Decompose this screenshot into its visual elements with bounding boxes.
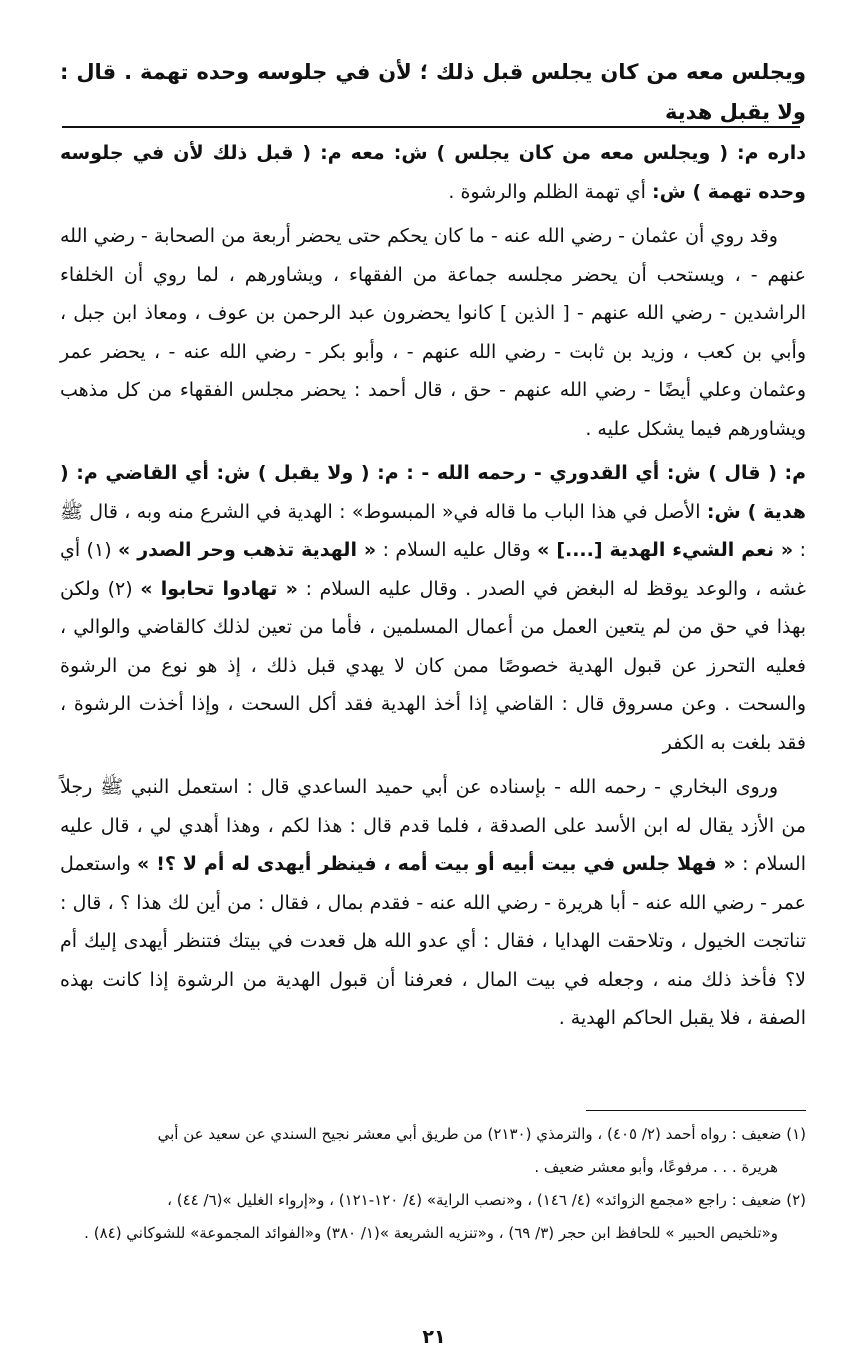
hadith-quote: « فهلا جلس في بيت أبيه أو بيت أمه ، فينظر أيهدى له أم لا ؟! » bbox=[137, 853, 736, 875]
footnote-text: (٢) ضعيف : راجع «مجمع الزوائد» (٤/ ١٤٦) ، و«نصب الراية» (٤/ ١٢٠-١٢١) ، و«إرواء الغليل »(٦/ ٤٤) ، bbox=[167, 1191, 806, 1209]
commentary-lead: داره م: ( ويجلس معه من كان يجلس ) ش: معه م: ( قبل ذلك لأن في جلوسه وحده تهمة ) ش: bbox=[60, 142, 806, 203]
footnote-2 bbox=[60, 1184, 806, 1250]
commentary-text: أي غشه ، والوعد يوقظ له البغض في الصدر . وقال عليه السلام : bbox=[60, 539, 806, 600]
commentary-text: أي تهمة الظلم والرشوة . bbox=[448, 180, 646, 203]
footnote-marker: (١) bbox=[80, 539, 112, 561]
footnote-1 bbox=[60, 1118, 806, 1184]
commentary-body bbox=[60, 134, 806, 1044]
footnote-divider bbox=[586, 1110, 806, 1111]
page-number: ٢١ bbox=[422, 1326, 446, 1348]
footnotes bbox=[60, 1118, 806, 1250]
commentary-paragraph-1 bbox=[60, 134, 806, 211]
commentary-text: الأصل في هذا الباب ما قاله في« المبسوط» : الهدية في الشرع منه وبه ، قال ﷺ : bbox=[60, 500, 806, 561]
commentary-paragraph-2: وقد روي أن عثمان - رضي الله عنه - ما كان يحكم حتى يحضر أربعة من الصحابة - رضي الله عنهم - ، ويستحب أن يحضر مجلسه جماعة من الفقهاء ، ويشاورهم ، لما روي أن الخلفاء الراشدين - رضي الله عنهم - [ الذين ] كانوا يحضرون عبد الرحمن بن عوف ، ومعاذ ابن جبل ، وأبي بن كعب ، وزيد بن ثابت - رضي الله عنهم - ، وأبو بكر - رضي الله عنه - ، يحضر عمر وعثمان وعلي أيضًا - رضي الله عنهم - حق ، قال أحمد : يحضر مجلس الفقهاء من كل مذهب ويشاورهم فيما يشكل عليه . bbox=[60, 225, 806, 440]
header-divider bbox=[62, 126, 800, 128]
commentary-lead: م: ( قال ) ش: أي القدوري - رحمه الله - : م: ( ولا يقبل ) ش: أي القاضي م: ( هدية ) ش: bbox=[60, 462, 806, 523]
commentary-text: ولكن بهذا في حق من لم يتعين العمل من أعمال المسلمين ، فأما من تعين لذلك كالقاضي والوالي ، فعليه التحرز عن قبول الهدية خصوصًا ممن كان لا يهدي قبل ذلك ، إذ هو نوع من الرشوة والسحت . وعن مسروق قال : القاضي إذا أخذ الهدية فقد أكل السحت ، وإذا أخذت الرشوة ، فقد بلغت به الكفر bbox=[60, 577, 806, 754]
hadith-quote: « الهدية تذهب وحر الصدر » bbox=[118, 539, 377, 561]
commentary-text: وقال عليه السلام : bbox=[376, 539, 531, 561]
commentary-text: وروى البخاري - رحمه الله - بإسناده عن أبي حميد الساعدي قال : استعمل النبي ﷺ رجلاً من الأزد يقال له ابن الأسد على الصدقة ، فلما قدم قال : هذا لكم ، وهذا أهدي لي ، قال عليه السلام : bbox=[60, 776, 806, 875]
footnote-text: (١) ضعيف : رواه أحمد (٢/ ٤٠٥) ، والترمذي (٢١٣٠) من طريق أبي معشر نجيح السندي عن سعيد عن أبي bbox=[157, 1125, 806, 1143]
commentary-text: واستعمل عمر - رضي الله عنه - أبا هريرة - رضي الله عنه - فقدم بمال ، فقال : من أين لك هذا ؟ ، قال : تناتجت الخيول ، وتلاحقت الهدايا ، فقال : أي عدو الله هل قعدت في بيتك فتنظر أيهدى إليك أم لا؟ فأخذ ذلك منه ، وجعله في بيت المال ، فعرفنا أن قبول الهدية من الرشوة إذا كانت بهذه الصفة ، فلا يقبل الحاكم الهدية . bbox=[60, 853, 806, 1029]
footnote-marker: (٢) bbox=[99, 577, 133, 600]
hadith-quote: « نعم الشيء الهدية [....] » bbox=[537, 539, 794, 561]
footnote-text: هريرة . . . مرفوعًا، وأبو معشر ضعيف . bbox=[534, 1158, 778, 1176]
hadith-quote: « تهادوا تحابوا » bbox=[140, 577, 298, 600]
commentary-paragraph-3 bbox=[60, 454, 806, 762]
footnote-text: و«تلخيص الحبير » للحافظ ابن حجر (٣/ ٦٩) ، و«تنزيه الشريعة »(١/ ٣٨٠) و«الفوائد المجموعة» للشوكاني (٨٤) . bbox=[84, 1224, 778, 1242]
commentary-paragraph-4 bbox=[60, 768, 806, 1038]
matn-text: ويجلس معه من كان يجلس قبل ذلك ؛ لأن في جلوسه وحده تهمة . قال : ولا يقبل هدية bbox=[60, 60, 806, 124]
